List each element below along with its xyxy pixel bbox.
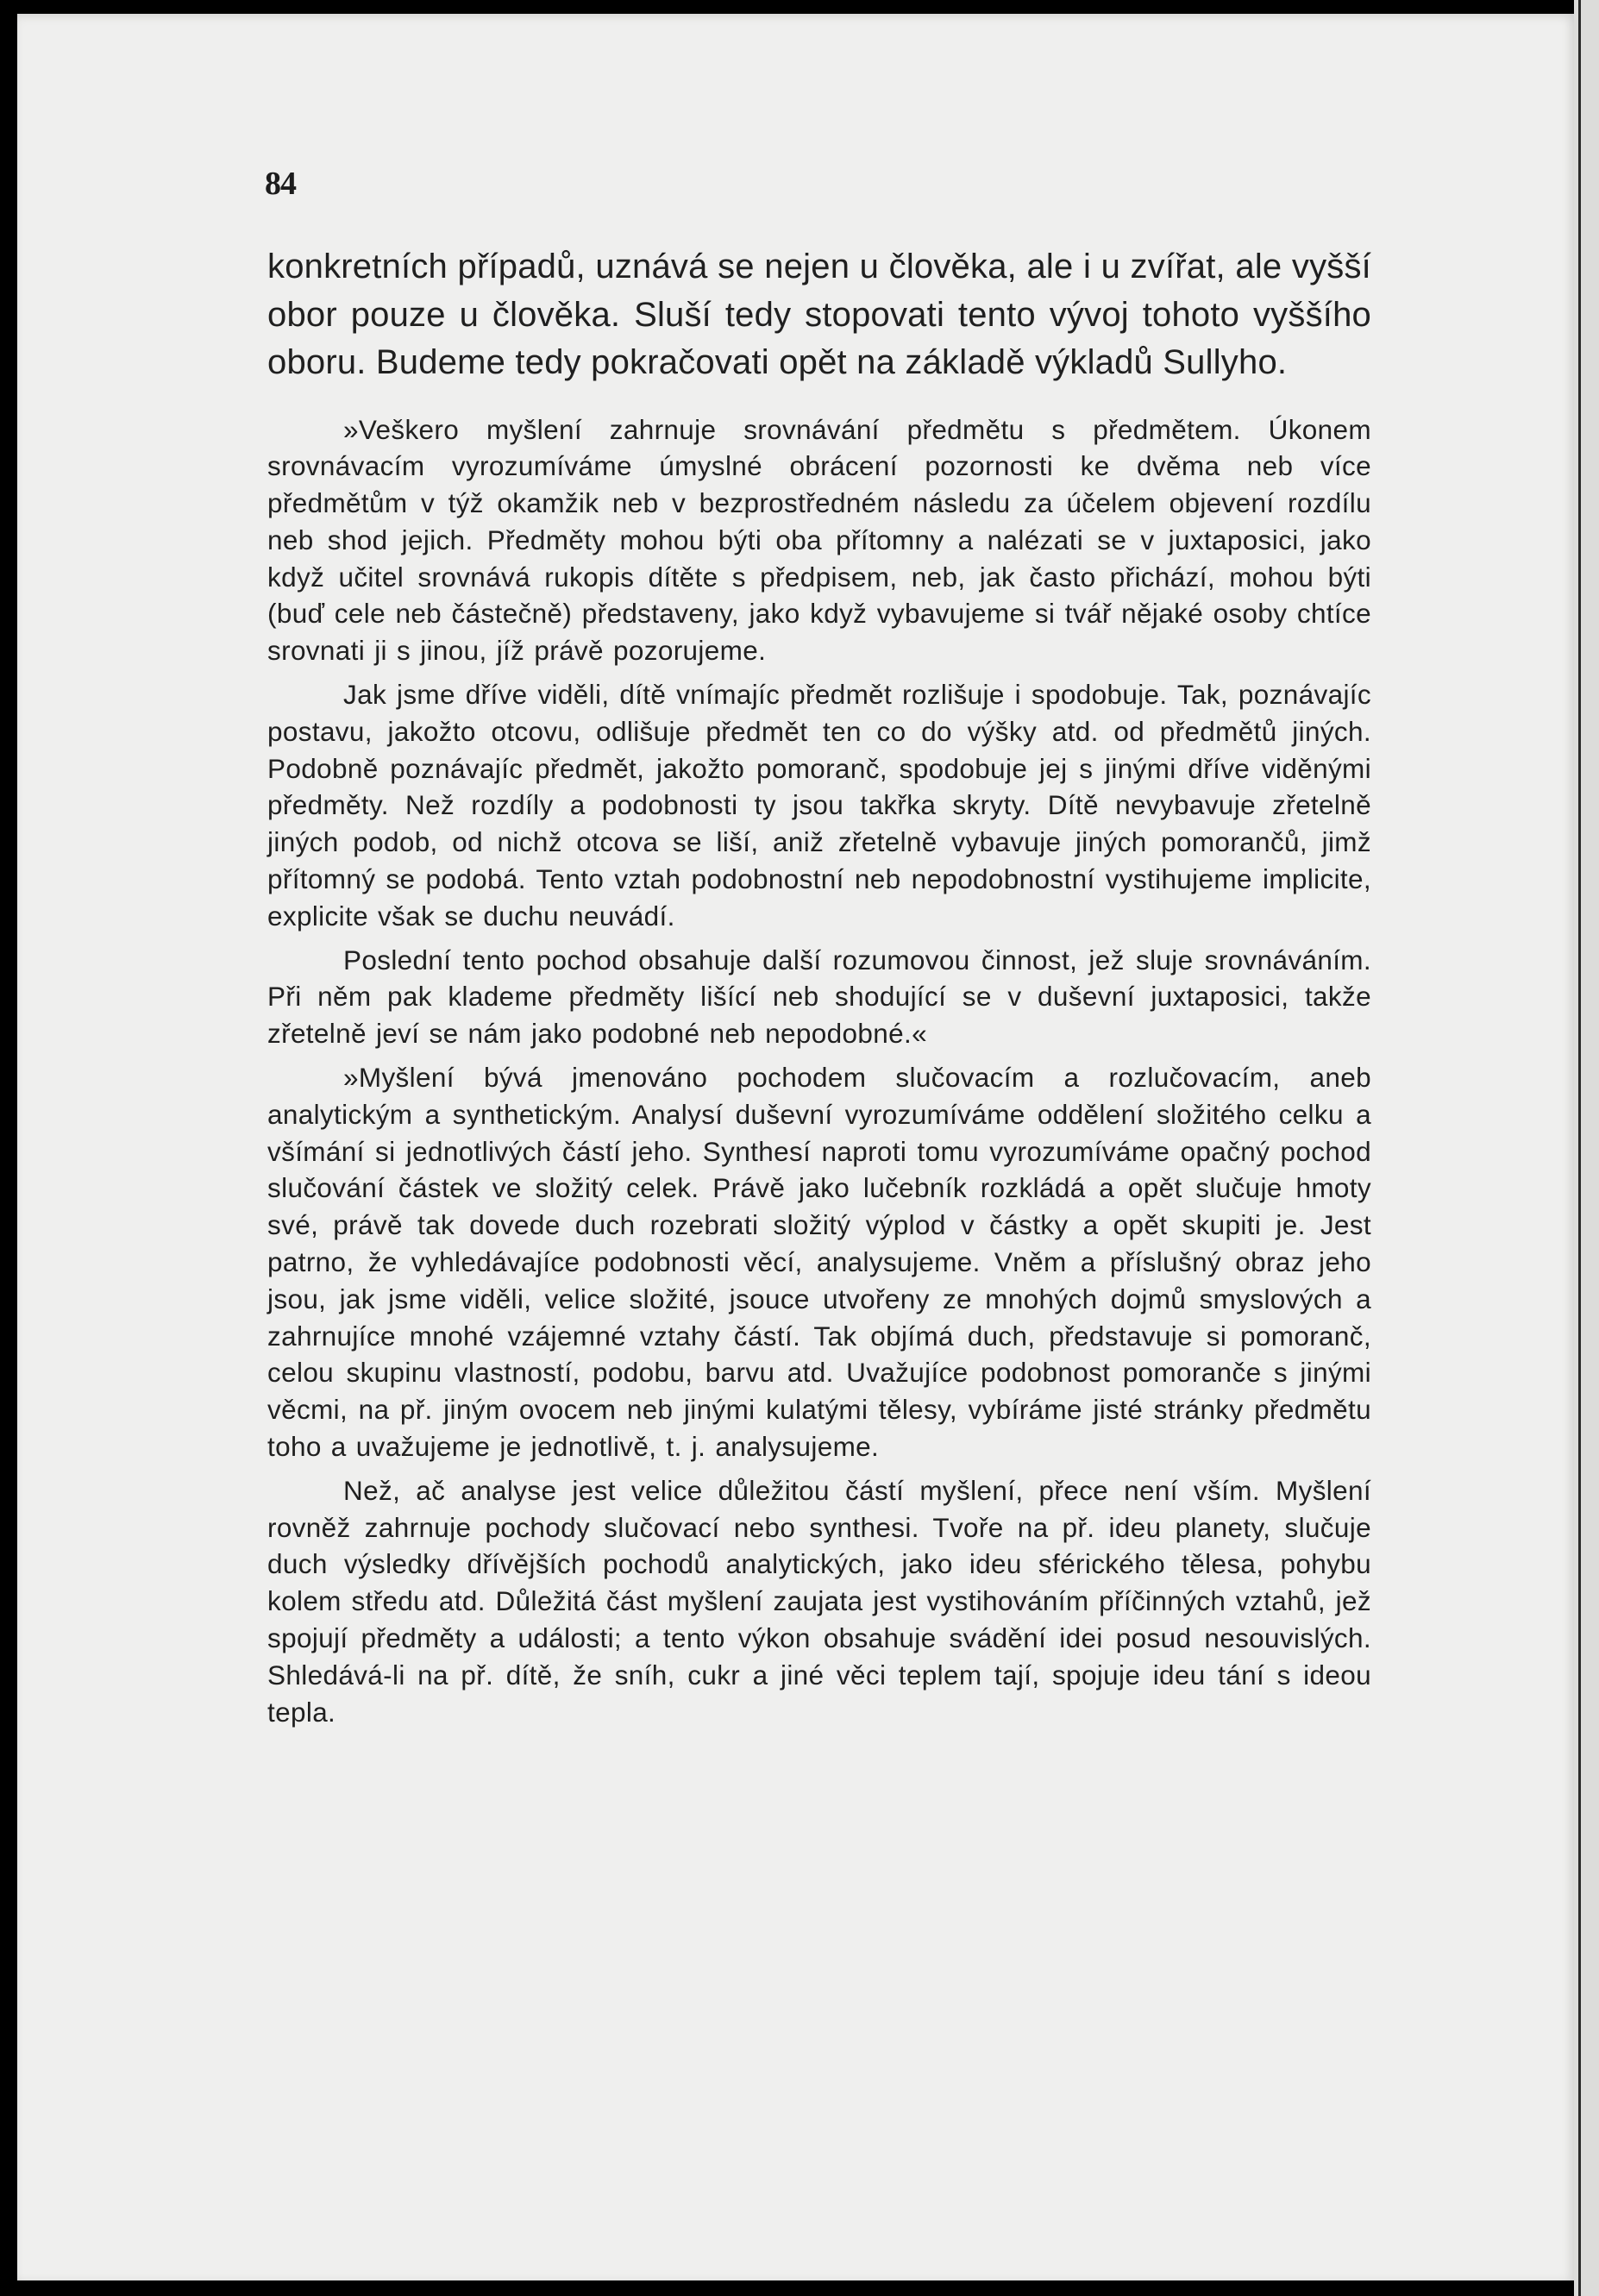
paragraph-comparison: »Veškero myšlení zahrnuje srovnávání předmětu s předmětem. Úkonem srovnávacím vyrozumíváme úmyslné obrácení pozornosti ke dvěma neb více předmětům v týž okamžik neb v bezprostředném následu za účelem objevení rozdílu neb shod jejich. Předměty mohou býti oba přítomny a nalézati se v juxtaposici, jako když učitel srovnává rukopis dítěte s předpisem, neb, jak často přichází, mohou býti (buď cele neb částečně) představeny, jako když vybavujeme si tvář nějaké osoby chtíce srovnati ji s jinou, jíž právě pozorujeme.: [267, 413, 1371, 667]
paragraph-analysis-synthesis: »Myšlení bývá jmenováno pochodem slučovacím a rozlučovacím, aneb analytickým a synthetickým. Analysí duševní vyrozumíváme oddělení složitého celku a všímání si jednotlivých částí jeho. Synthesí naproti tomu vyrozumíváme opačný pochod slučování částek ve složitý celek. Právě jako lučebník rozkládá a opět slučuje hmoty své, právě tak dovede duch rozebrati složitý výplod v částky a opět skupiti je. Jest patrno, že vyhledávajíce podobnosti věcí, analysujeme. Vněm a příslušný obraz jeho jsou, jak jsme viděli, velice složité, jsouce utvořeny ze mnohých dojmů smyslových a zahrnujíce mnohé vzájemné vztahy částí. Tak objímá duch, představuje si pomoranč, celou skupinu vlastností, podobu, barvu atd. Uvažujíce podobnost pomoranče s jinými věcmi, na př. jiným ovocem neb jinými kulatými tělesy, vybíráme jisté stránky předmětu toho a uvažujeme je jednotlivě, t. j. analysujeme.: [267, 1062, 1371, 1463]
page-body: [267, 243, 1371, 1737]
paragraph-synthesis: Než, ač analyse jest velice důležitou částí myšlení, přece není vším. Myšlení rovněž zahrnuje pochody slučovací nebo synthesi. Tvoře na př. ideu planety, slučuje duch výsledky dřívějších pochodů analytických, jako ideu sférického tělesa, pohybu kolem středu atd. Důležitá část myšlení zaujata jest vystihováním příčinných vztahů, jež spojují předměty a události; a tento výkon obsahuje svádění idei posud nesouvislých. Shledává-li na př. dítě, že sníh, cukr a jiné věci teplem tají, spojuje ideu tání s ideou tepla.: [267, 1474, 1371, 1728]
paragraph-comparing-process: Poslední tento pochod obsahuje další rozumovou činnost, jež sluje srovnáváním. Při něm pak klademe předměty lišící neb shodující se v duševní juxtaposici, takže zřetelně jeví se nám jako podobné neb nepodobné.«: [267, 944, 1371, 1050]
paragraph-intro: konkretních případů, uznává se nejen u člověka, ale i u zvířat, ale vyšší obor pouze u člověka. Sluší tedy stopovati tento vývoj tohoto vyššího oboru. Budeme tedy pokračovati opět na základě výkladů Sullyho.: [267, 248, 1371, 381]
page-number: 84: [265, 166, 296, 202]
paragraph-child-perception: Jak jsme dříve viděli, dítě vnímajíc předmět rozlišuje i spodobuje. Tak, poznávajíc postavu, jakožto otcovu, odlišuje předmět ten co do výšky atd. od předmětů jiných. Podobně poznávajíc předmět, jakožto pomoranč, spodobuje jej s jinými dříve viděnými předměty. Než rozdíly a podobnosti ty jsou takřka skryty. Dítě nevybavuje zřetelně jiných podob, od nichž otcova se liší, aniž zřetelně vybavuje jiných pomorančů, jimž přítomný se podobá. Tento vztah podobnostní neb nepodobnostní vystihujeme implicite, explicite však se duchu neuvádí.: [267, 679, 1371, 932]
scan-edge-line: [1578, 0, 1581, 2296]
